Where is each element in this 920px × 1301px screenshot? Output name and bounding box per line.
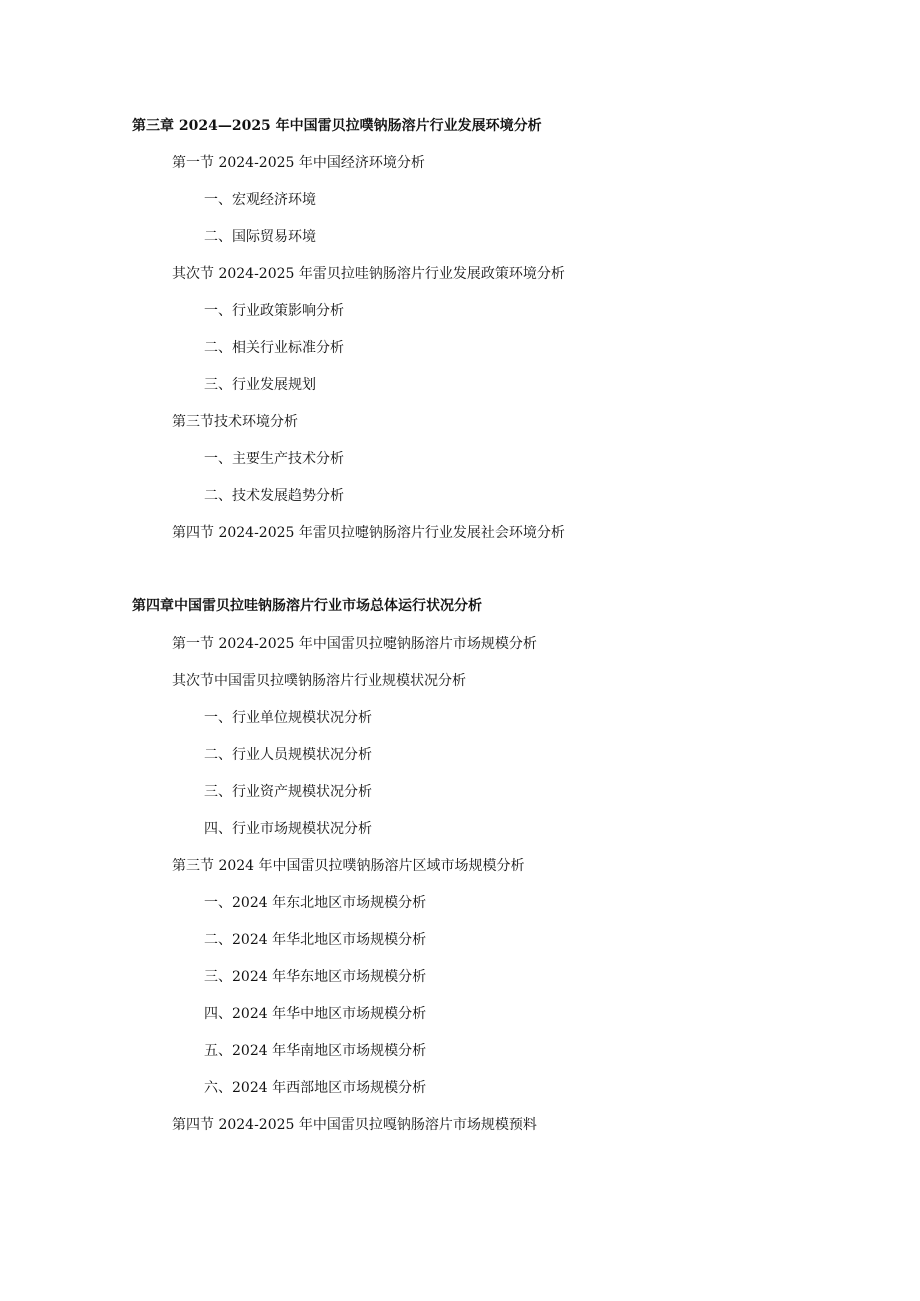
chapter-4-section-3-title: 第三节 2024 年中国雷贝拉噗钠肠溶片区域市场规模分析 [172, 858, 525, 874]
chapter-3-title: 第三章 2024—2025 年中国雷贝拉噗钠肠溶片行业发展环境分析 [132, 118, 542, 134]
chapter-4-section-2-title: 其次节中国雷贝拉噗钠肠溶片行业规模状况分析 [172, 673, 466, 689]
chapter-4-section-3-item-4: 四、2024 年华中地区市场规模分析 [204, 1006, 427, 1022]
chapter-4-section-3-item-5: 五、2024 年华南地区市场规模分析 [204, 1043, 427, 1059]
chapter-3-section-3-title: 第三节技术环境分析 [172, 414, 298, 430]
chapter-3-section-2-item-1: 一、行业政策影响分析 [204, 303, 344, 319]
chapter-3-section-2-item-2: 二、相关行业标准分析 [204, 340, 344, 356]
chapter-3-section-2-title: 其次节 2024-2025 年雷贝拉哇钠肠溶片行业发展政策环境分析 [172, 266, 565, 282]
chapter-4-section-1-title: 第一节 2024-2025 年中国雷贝拉嚏钠肠溶片市场规模分析 [172, 636, 537, 652]
chapter-4-section-2-item-4: 四、行业市场规模状况分析 [204, 821, 372, 837]
chapter-4-title: 第四章中国雷贝拉哇钠肠溶片行业市场总体运行状况分析 [132, 598, 482, 614]
chapter-3-section-2-item-3: 三、行业发展规划 [204, 377, 316, 393]
chapter-3-section-4-title: 第四节 2024-2025 年雷贝拉嚏钠肠溶片行业发展社会环境分析 [172, 525, 565, 541]
chapter-4-section-3-item-6: 六、2024 年西部地区市场规模分析 [204, 1080, 427, 1096]
chapter-3-section-1-item-1: 一、宏观经济环境 [204, 192, 316, 208]
chapter-4-section-3-item-2: 二、2024 年华北地区市场规模分析 [204, 932, 427, 948]
chapter-4-section-4-title: 第四节 2024-2025 年中国雷贝拉嘎钠肠溶片市场规模预料 [172, 1117, 537, 1133]
chapter-3-section-3-item-2: 二、技术发展趋势分析 [204, 488, 344, 504]
chapter-4-section-3-item-3: 三、2024 年华东地区市场规模分析 [204, 969, 427, 985]
chapter-3-section-1-title: 第一节 2024-2025 年中国经济环境分析 [172, 155, 425, 171]
chapter-4-section-3-item-1: 一、2024 年东北地区市场规模分析 [204, 895, 427, 911]
chapter-3-section-3-item-1: 一、主要生产技术分析 [204, 451, 344, 467]
chapter-4-section-2-item-2: 二、行业人员规模状况分析 [204, 747, 372, 763]
chapter-3-section-1-item-2: 二、国际贸易环境 [204, 229, 316, 245]
chapter-4-section-2-item-3: 三、行业资产规模状况分析 [204, 784, 372, 800]
chapter-4-section-2-item-1: 一、行业单位规模状况分析 [204, 710, 372, 726]
